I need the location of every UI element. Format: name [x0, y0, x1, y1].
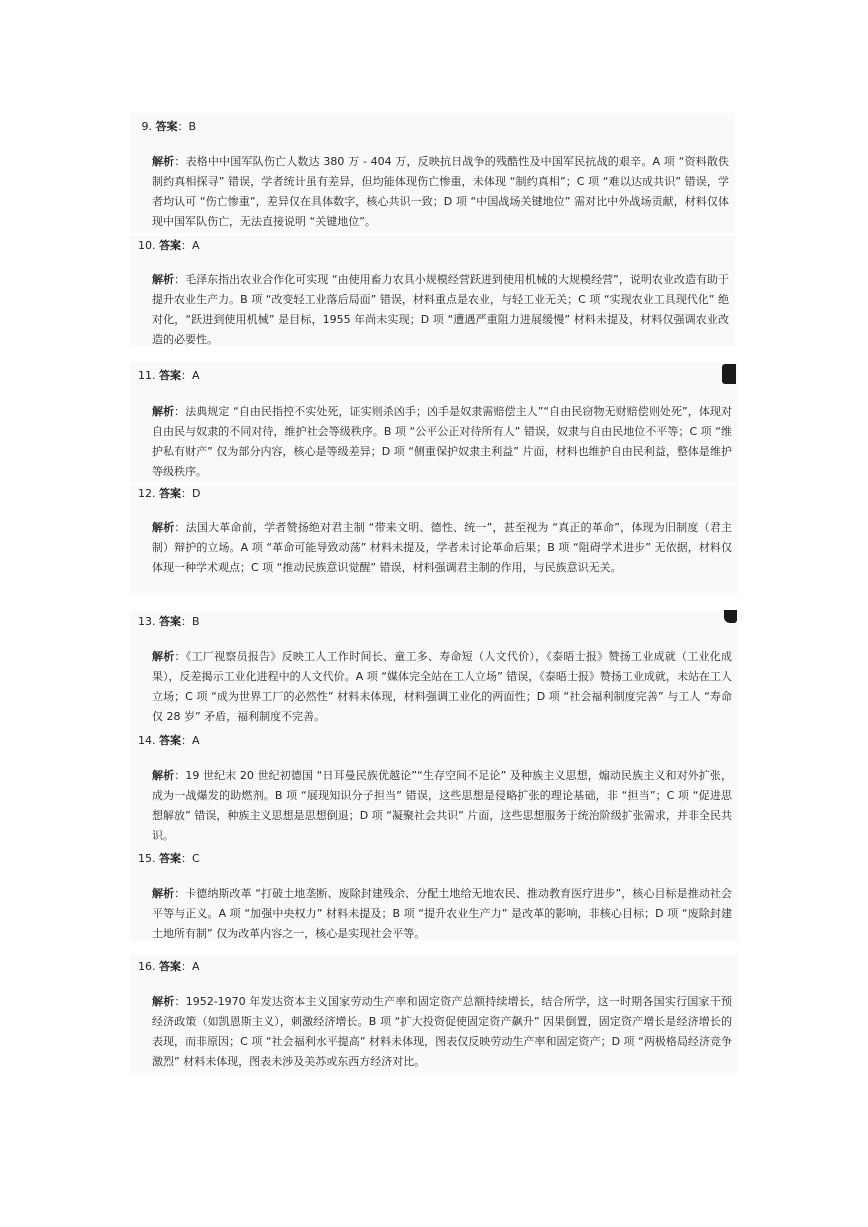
answer-line: 11. 答案：A [138, 369, 200, 382]
explanation-label: 解析 [152, 405, 175, 418]
explanation-text: 解析：法典规定 “自由民指控不实处死，证实则杀凶手；凶手是奴隶需赔偿主人”“自由民窃物无财赔偿则处死”，体现对自由民与奴隶的不同对待，维护社会等级秩序。B 项 “公平公正对待所有人” 错误，奴隶与自由民地位不平等；C 项 “维护私有财产” 仅为部分内容，核心是等级差异；D 项 “侧重保护奴隶主利益” 片面，材料也维护自由民利益，整体是维护等级秩序。 [152, 405, 733, 478]
explanation-text: 解析：《工厂视察员报告》反映工人工作时间长、童工多、寿命短（人文代价），《泰晤士报》赞扬工业成就（工业化成果），反差揭示工业化进程中的人文代价。A 项 “媒体完全站在工人立场” 错误，《泰晤士报》赞扬工业成就，未站在工人立场；C 项 “成为世界工厂的必然性” 材料未体现，材料强调工业化的两面性；D 项 “社会福利制度完善” 与工人 “寿命仅 28 岁” 矛盾，福利制度不完善。 [152, 650, 733, 723]
explanation-label: 解析 [152, 995, 175, 1008]
explanation-body: 卡德纳斯改革 “打破土地垄断、废除封建残余、分配土地给无地农民、推动教育医疗进步”，核心目标是推动社会平等与正义。A 项 “加强中央权力” 材料未提及；B 项 “提升农业生产力” 是改革的影响，非核心目标；D 项 “废除封建土地所有制” 仅为改革内容之一，核心是实现社会平等。 [152, 887, 733, 940]
explanation-label: 解析 [152, 521, 175, 534]
answer-block-15 [130, 848, 738, 940]
explanation-label: 解析 [152, 273, 175, 286]
answer-label: 答案 [159, 960, 181, 973]
explanation-text: 解析：表格中中国军队伤亡人数达 380 万 - 404 万，反映抗日战争的残酷性及中国军民抗战的艰辛。A 项 “资料散佚制约真相探寻” 错误，学者统计虽有差异，但均能体现伤亡惨重，未体现 “制约真相”；C 项 “难以达成共识” 错误，学者均认可 “伤亡惨重”，差异仅在具体数字，核心共识一致；D 项 “中国战场关键地位” 需对比中外战场贡献，材料仅体现中国军队伤亡，无法直接说明 “关键地位”。 [152, 155, 729, 228]
answer-block-10 [130, 236, 735, 346]
answer-block-9 [130, 113, 735, 233]
answer-label: 答案 [159, 852, 181, 865]
answer-block-16 [130, 955, 738, 1073]
question-number: 14. [138, 734, 156, 747]
question-number: 16. [138, 960, 156, 973]
answer-value: A [192, 734, 200, 747]
answer-line [138, 119, 196, 135]
answer-label: 答案 [155, 120, 178, 133]
explanation-body: 19 世纪末 20 世纪初德国 “日耳曼民族优越论”“生存空间不足论” 及种族主义思想，煽动民族主义和对外扩张，成为一战爆发的助燃剂。B 项 “展现知识分子担当” 错误，这些思想是侵略扩张的理论基础，非 “担当”；C 项 “促进思想解放” 错误，种族主义思想是思想倒退；D 项 “凝聚社会共识” 片面，这些思想服务于统治阶级扩张需求，并非全民共识。 [152, 769, 733, 842]
question-number: 12. [138, 487, 156, 500]
answer-value: B [188, 120, 197, 133]
answer-label: 答案 [159, 615, 181, 628]
explanation-body: 1952-1970 年发达资本主义国家劳动生产率和固定资产总额持续增长，结合所学，这一时期各国实行国家干预经济政策（如凯恩斯主义），刺激经济增长。B 项 “扩大投资促使固定资产飙升” 因果倒置，固定资产增长是经济增长的表现，而非原因；C 项 “社会福利水平提高” 材料未体现，图表仅反映劳动生产率和固定资产；D 项 “两极格局经济竞争激烈” 材料未体现，图表未涉及美苏或东西方经济对比。 [152, 995, 733, 1068]
explanation-label: 解析 [152, 650, 175, 663]
explanation-body: 法国大革命前，学者赞扬绝对君主制 “带来文明、德性、统一”，甚至视为 “真正的革命”，体现为旧制度（君主制）辩护的立场。A 项 “革命可能导致动荡” 材料未提及，学者未讨论革命后果；B 项 “阻碍学术进步” 无依据，材料仅体现一种学术观点；C 项 “推动民族意识觉醒” 错误，材料强调君主制的作用，与民族意识无关。 [152, 521, 733, 574]
answer-value: A [192, 239, 200, 252]
answer-label: 答案 [159, 487, 181, 500]
answer-line: 15. 答案：C [138, 852, 200, 865]
explanation-body: 《工厂视察员报告》反映工人工作时间长、童工多、寿命短（人文代价），《泰晤士报》赞扬工业成就（工业化成果），反差揭示工业化进程中的人文代价。A 项 “媒体完全站在工人立场” 错误，《泰晤士报》赞扬工业成就，未站在工人立场；C 项 “成为世界工厂的必然性” 材料未体现，材料强调工业化的两面性；D 项 “社会福利制度完善” 与工人 “寿命仅 28 岁” 矛盾，福利制度不完善。 [152, 650, 733, 723]
answer-block-14 [130, 730, 738, 848]
answer-value: B [192, 615, 200, 628]
answer-label: 答案 [159, 239, 181, 252]
explanation-label: 解析 [152, 887, 175, 900]
edge-marker [722, 364, 736, 384]
answer-line: 13. 答案：B [138, 615, 200, 628]
explanation-body: 表格中中国军队伤亡人数达 380 万 - 404 万，反映抗日战争的残酷性及中国军民抗战的艰辛。A 项 “资料散佚制约真相探寻” 错误，学者统计虽有差异，但均能体现伤亡惨重，未体现 “制约真相”；C 项 “难以达成共识” 错误，学者均认可 “伤亡惨重”，差异仅在具体数字，核心共识一致；D 项 “中国战场关键地位” 需对比中外战场贡献，材料仅体现中国军队伤亡，无法直接说明 “关键地位”。 [152, 155, 729, 228]
answer-line: 10. 答案：A [138, 239, 200, 252]
answer-line: 12. 答案：D [138, 487, 201, 500]
answer-colon: ： [177, 120, 189, 133]
question-number: 11. [138, 369, 156, 382]
explanation-body: 法典规定 “自由民指控不实处死，证实则杀凶手；凶手是奴隶需赔偿主人”“自由民窃物无财赔偿则处死”，体现对自由民与奴隶的不同对待，维护社会等级秩序。B 项 “公平公正对待所有人” 错误，奴隶与自由民地位不平等；C 项 “维护私有财产” 仅为部分内容，核心是等级差异；D 项 “侧重保护奴隶主利益” 片面，材料也维护自由民利益，整体是维护等级秩序。 [152, 405, 733, 478]
question-number: 10. [138, 239, 156, 252]
question-number: 9. [141, 120, 152, 133]
answer-block-13 [130, 612, 738, 730]
answer-line: 16. 答案：A [138, 960, 200, 973]
explanation-label: 解析 [152, 769, 175, 782]
answer-block-11 [130, 362, 738, 482]
answer-value: A [192, 960, 200, 973]
edge-marker [724, 610, 737, 623]
answer-value: A [192, 369, 200, 382]
answer-block-12 [130, 485, 738, 595]
explanation-text: 解析：19 世纪末 20 世纪初德国 “日耳曼民族优越论”“生存空间不足论” 及种族主义思想，煽动民族主义和对外扩张，成为一战爆发的助燃剂。B 项 “展现知识分子担当” 错误，这些思想是侵略扩张的理论基础，非 “担当”；C 项 “促进思想解放” 错误，种族主义思想是思想倒退；D 项 “凝聚社会共识” 片面，这些思想服务于统治阶级扩张需求，并非全民共识。 [152, 769, 733, 842]
explanation-text: 解析：卡德纳斯改革 “打破土地垄断、废除封建残余、分配土地给无地农民、推动教育医疗进步”，核心目标是推动社会平等与正义。A 项 “加强中央权力” 材料未提及；B 项 “提升农业生产力” 是改革的影响，非核心目标；D 项 “废除封建土地所有制” 仅为改革内容之一，核心是实现社会平等。 [152, 887, 733, 940]
explanation-body: 毛泽东指出农业合作化可实现 “由使用畜力农具小规模经营跃进到使用机械的大规模经营”，说明农业改造有助于提升农业生产力。B 项 “改变轻工业落后局面” 错误，材料重点是农业，与轻工业无关；C 项 “实现农业工具现代化” 绝对化，“跃进到使用机械” 是目标，1955 年尚未实现；D 项 “遭遇严重阻力进展缓慢” 材料未提及，材料仅强调农业改造的必要性。 [152, 273, 730, 346]
answer-label: 答案 [159, 369, 181, 382]
question-number: 13. [138, 615, 156, 628]
answer-label: 答案 [159, 734, 181, 747]
explanation-text: 解析：1952-1970 年发达资本主义国家劳动生产率和固定资产总额持续增长，结合所学，这一时期各国实行国家干预经济政策（如凯恩斯主义），刺激经济增长。B 项 “扩大投资促使固定资产飙升” 因果倒置，固定资产增长是经济增长的表现，而非原因；C 项 “社会福利水平提高” 材料未体现，图表仅反映劳动生产率和固定资产；D 项 “两极格局经济竞争激烈” 材料未体现，图表未涉及美苏或东西方经济对比。 [152, 995, 733, 1068]
explanation-label: 解析 [152, 155, 175, 168]
answer-value: D [192, 487, 201, 500]
question-number: 15. [138, 852, 156, 865]
explanation-text: 解析：毛泽东指出农业合作化可实现 “由使用畜力农具小规模经营跃进到使用机械的大规模经营”，说明农业改造有助于提升农业生产力。B 项 “改变轻工业落后局面” 错误，材料重点是农业，与轻工业无关；C 项 “实现农业工具现代化” 绝对化，“跃进到使用机械” 是目标，1955 年尚未实现；D 项 “遭遇严重阻力进展缓慢” 材料未提及，材料仅强调农业改造的必要性。 [152, 273, 730, 346]
answer-value: C [192, 852, 200, 865]
answer-line: 14. 答案：A [138, 734, 200, 747]
explanation-text: 解析：法国大革命前，学者赞扬绝对君主制 “带来文明、德性、统一”，甚至视为 “真正的革命”，体现为旧制度（君主制）辩护的立场。A 项 “革命可能导致动荡” 材料未提及，学者未讨论革命后果；B 项 “阻碍学术进步” 无依据，材料仅体现一种学术观点；C 项 “推动民族意识觉醒” 错误，材料强调君主制的作用，与民族意识无关。 [152, 521, 733, 574]
